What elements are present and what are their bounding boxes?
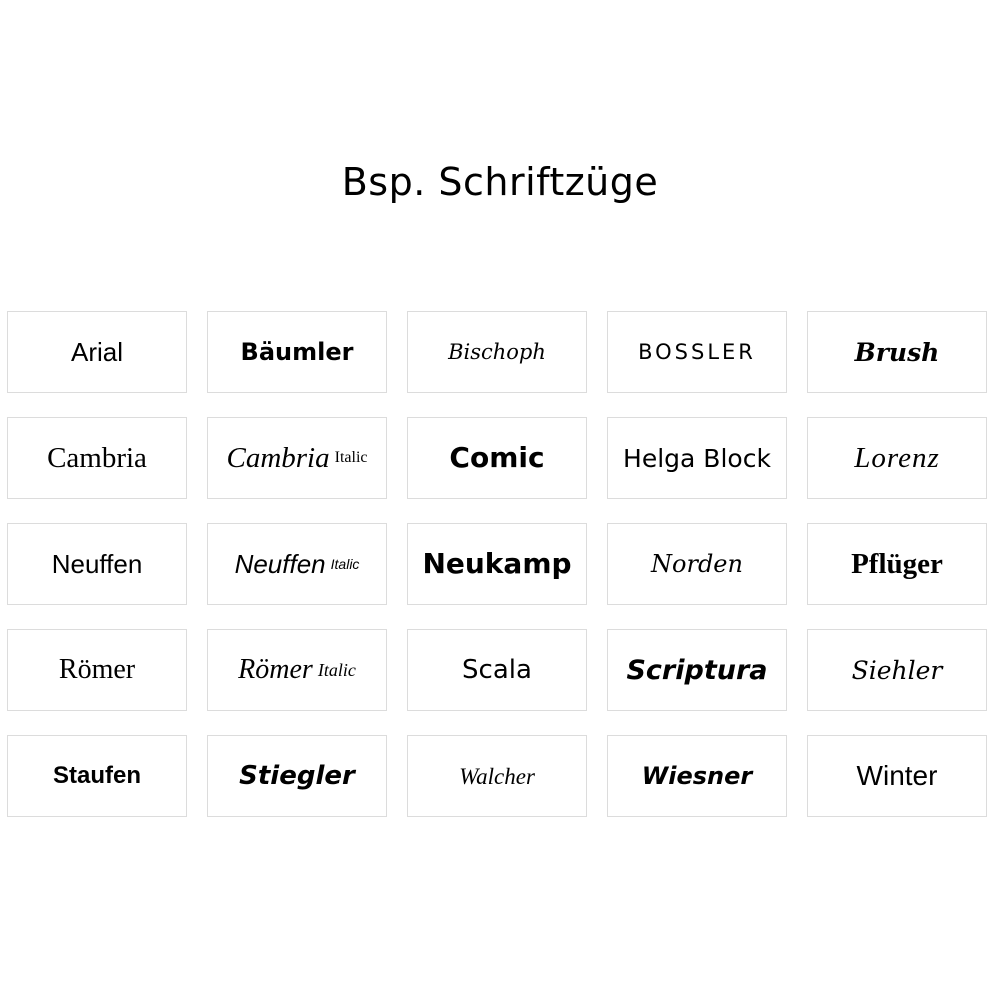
font-sample-walcher[interactable] [407, 735, 587, 817]
font-sample-label: BOSSLER [638, 339, 756, 364]
font-sample-neukamp[interactable] [407, 523, 587, 605]
page-title: Bsp. Schriftzüge [341, 160, 659, 205]
font-sample-roemer[interactable] [7, 629, 187, 711]
font-sample-wiesner[interactable] [607, 735, 787, 817]
font-sample-winter[interactable] [807, 735, 987, 817]
font-sample-suffix: Italic [334, 449, 368, 466]
font-sample-label: Bäumler [240, 338, 354, 366]
font-sample-label: Römer [58, 654, 136, 685]
font-sample-label: Helga Block [623, 443, 771, 473]
font-sample-label: Neuffen [234, 549, 326, 579]
font-sample-label: Scala [462, 655, 532, 685]
font-sample-comic[interactable] [407, 417, 587, 499]
font-sample-pflueger[interactable] [807, 523, 987, 605]
font-sample-label: Brush [854, 337, 940, 367]
font-sample-label: Norden [651, 550, 743, 578]
font-sample-neuffen-italic[interactable] [207, 523, 387, 605]
font-sample-arial[interactable] [7, 311, 187, 393]
font-sample-label: Cambria [226, 441, 330, 474]
font-sample-grid [7, 311, 986, 817]
font-sample-label: Bischoph [448, 339, 546, 364]
font-sample-scriptura[interactable] [607, 629, 787, 711]
font-sample-label: Comic [449, 441, 545, 474]
font-sample-norden[interactable] [607, 523, 787, 605]
font-sample-label: Lorenz [854, 441, 940, 474]
font-sample-label: Römer [238, 654, 313, 685]
font-sample-suffix: Italic [317, 659, 356, 680]
font-sample-label: Cambria [47, 441, 147, 474]
font-sample-label: Stiegler [239, 761, 355, 791]
font-sample-stiegler[interactable] [207, 735, 387, 817]
font-sample-label: Winter [856, 760, 938, 791]
font-sample-label: Pflüger [851, 547, 943, 580]
font-sample-label: Staufen [52, 762, 141, 789]
font-sample-suffix: Italic [330, 556, 360, 572]
font-sample-label: Neuffen [51, 549, 143, 579]
font-sample-neuffen[interactable] [7, 523, 187, 605]
font-sample-label: Siehler [851, 655, 943, 685]
font-sample-label: Wiesner [641, 762, 753, 790]
font-sample-brush[interactable] [807, 311, 987, 393]
font-sample-label: Walcher [459, 763, 535, 789]
font-sample-bossler[interactable] [607, 311, 787, 393]
font-sample-lorenz[interactable] [807, 417, 987, 499]
font-sample-label: Scriptura [626, 654, 768, 686]
font-sample-staufen[interactable] [7, 735, 187, 817]
font-sample-label: Neukamp [422, 547, 572, 580]
font-sample-helga-block[interactable] [607, 417, 787, 499]
font-sample-scala[interactable] [407, 629, 587, 711]
font-sample-cambria[interactable] [7, 417, 187, 499]
font-sample-baeumler[interactable] [207, 311, 387, 393]
font-sample-label: Arial [70, 337, 123, 367]
font-sample-bischoph[interactable] [407, 311, 587, 393]
font-sample-roemer-italic[interactable] [207, 629, 387, 711]
font-sample-siehler[interactable] [807, 629, 987, 711]
font-sample-cambria-italic[interactable] [207, 417, 387, 499]
